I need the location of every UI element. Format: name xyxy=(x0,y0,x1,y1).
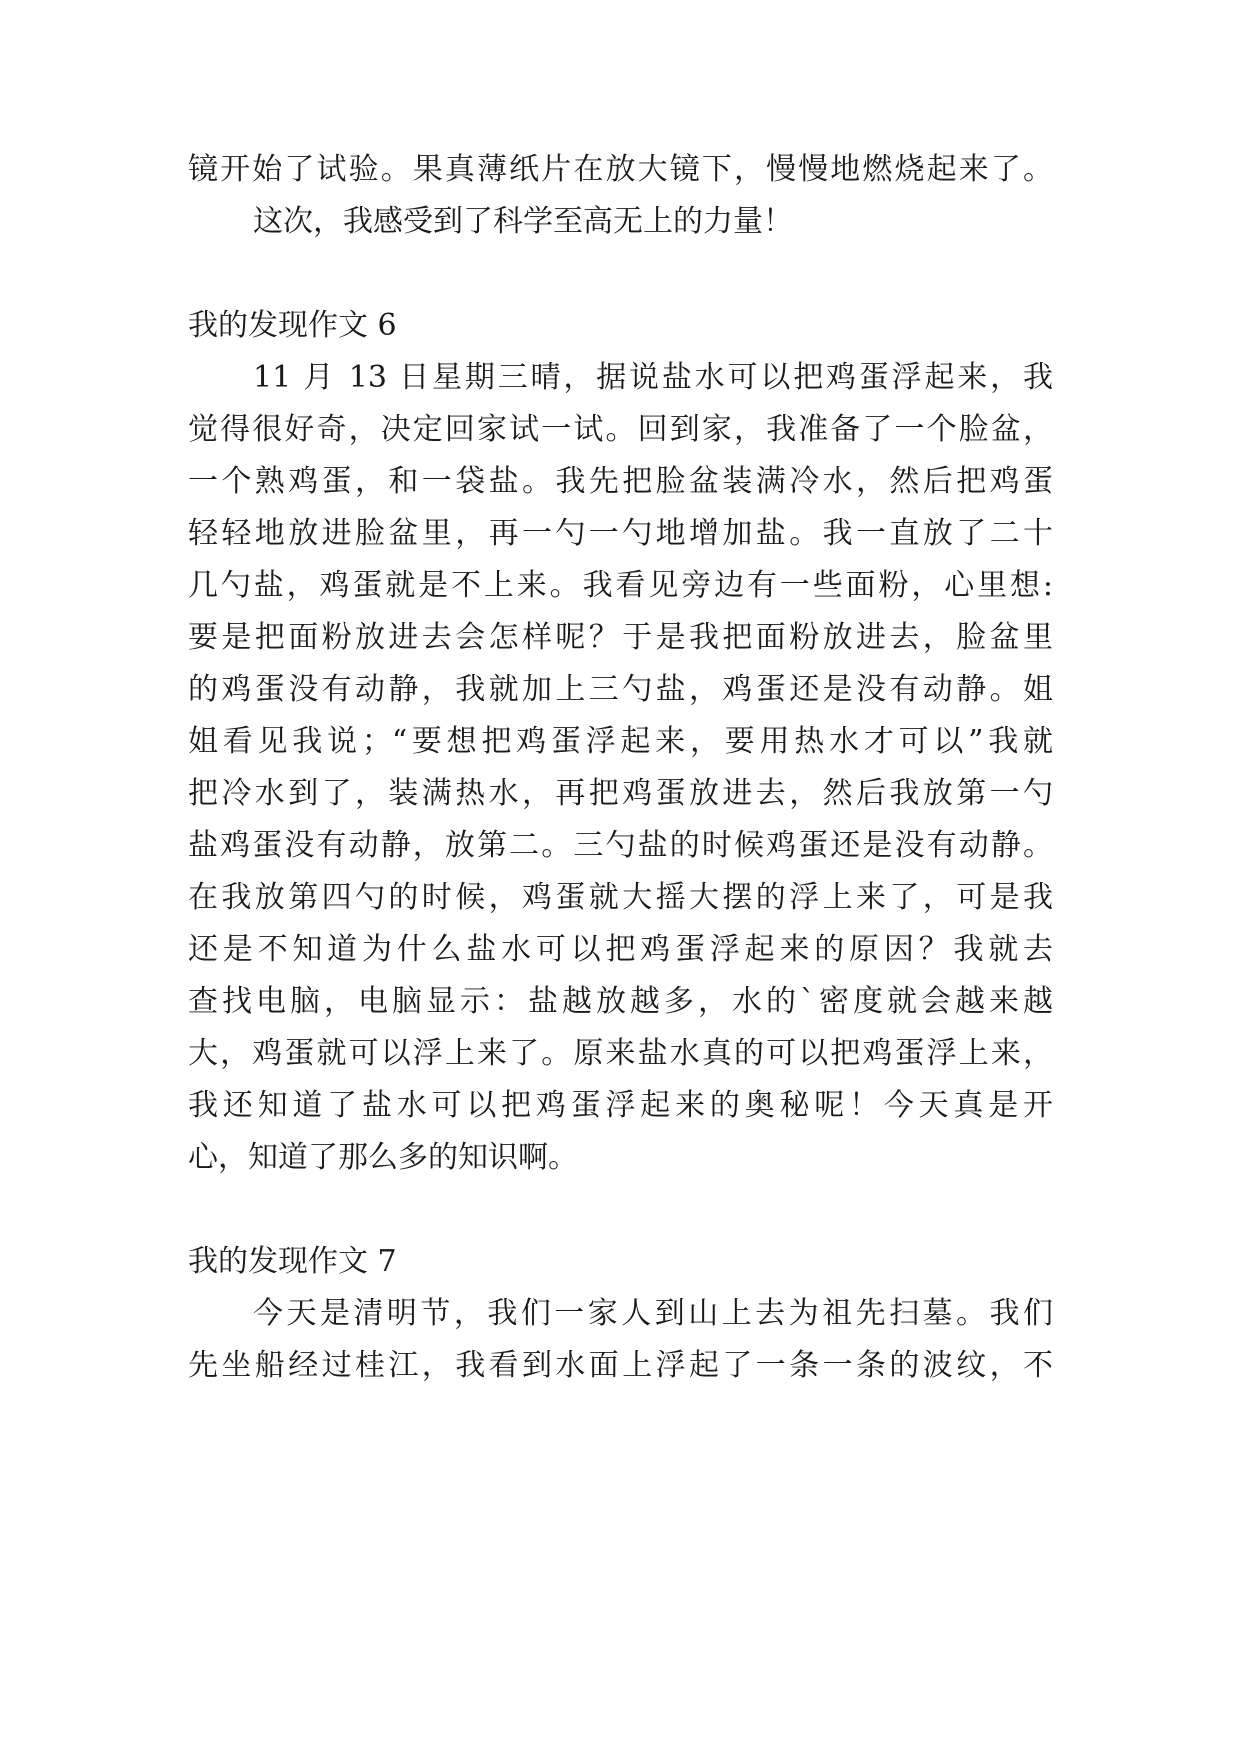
text-line: 姐看见我说；“要想把鸡蛋浮起来，要用热水才可以”我就 xyxy=(188,724,1053,759)
text-line: 心，知道了那么多的知识啊。 xyxy=(188,1140,578,1175)
text-line: 盐鸡蛋没有动静，放第二。三勺盐的时候鸡蛋还是没有动静。 xyxy=(188,828,1053,863)
essay-heading: 我的发现作文 7 xyxy=(188,1244,397,1279)
text-line: 我还知道了盐水可以把鸡蛋浮起来的奥秘呢！今天真是开 xyxy=(188,1088,1053,1123)
text-line: 大，鸡蛋就可以浮上来了。原来盐水真的可以把鸡蛋浮上来， xyxy=(188,1036,1053,1071)
text-line: 今天是清明节，我们一家人到山上去为祖先扫墓。我们 xyxy=(253,1296,1053,1331)
text-line: 几勺盐，鸡蛋就是不上来。我看见旁边有一些面粉，心里想: xyxy=(188,568,1053,603)
text-line: 还是不知道为什么盐水可以把鸡蛋浮起来的原因？我就去 xyxy=(188,932,1053,967)
text-line: 这次，我感受到了科学至高无上的力量！ xyxy=(253,204,793,239)
text-line: 11 月 13 日星期三晴，据说盐水可以把鸡蛋浮起来，我 xyxy=(253,360,1053,395)
text-line: 先坐船经过桂江，我看到水面上浮起了一条一条的波纹，不 xyxy=(188,1348,1053,1383)
text-line: 轻轻地放进脸盆里，再一勺一勺地增加盐。我一直放了二十 xyxy=(188,516,1053,551)
text-line: 的鸡蛋没有动静，我就加上三勺盐，鸡蛋还是没有动静。姐 xyxy=(188,672,1053,707)
text-line: 在我放第四勺的时候，鸡蛋就大摇大摆的浮上来了，可是我 xyxy=(188,880,1053,915)
text-line: 查找电脑，电脑显示：盐越放越多，水的`密度就会越来越 xyxy=(188,984,1053,1019)
text-line: 把冷水到了，装满热水，再把鸡蛋放进去，然后我放第一勺 xyxy=(188,776,1053,811)
text-line: 要是把面粉放进去会怎样呢？于是我把面粉放进去，脸盆里 xyxy=(188,620,1053,655)
essay-heading: 我的发现作文 6 xyxy=(188,308,397,343)
text-line: 觉得很好奇，决定回家试一试。回到家，我准备了一个脸盆， xyxy=(188,412,1053,447)
text-line: 一个熟鸡蛋，和一袋盐。我先把脸盆装满冷水，然后把鸡蛋 xyxy=(188,464,1053,499)
text-line: 镜开始了试验。果真薄纸片在放大镜下，慢慢地燃烧起来了。 xyxy=(188,152,1053,187)
